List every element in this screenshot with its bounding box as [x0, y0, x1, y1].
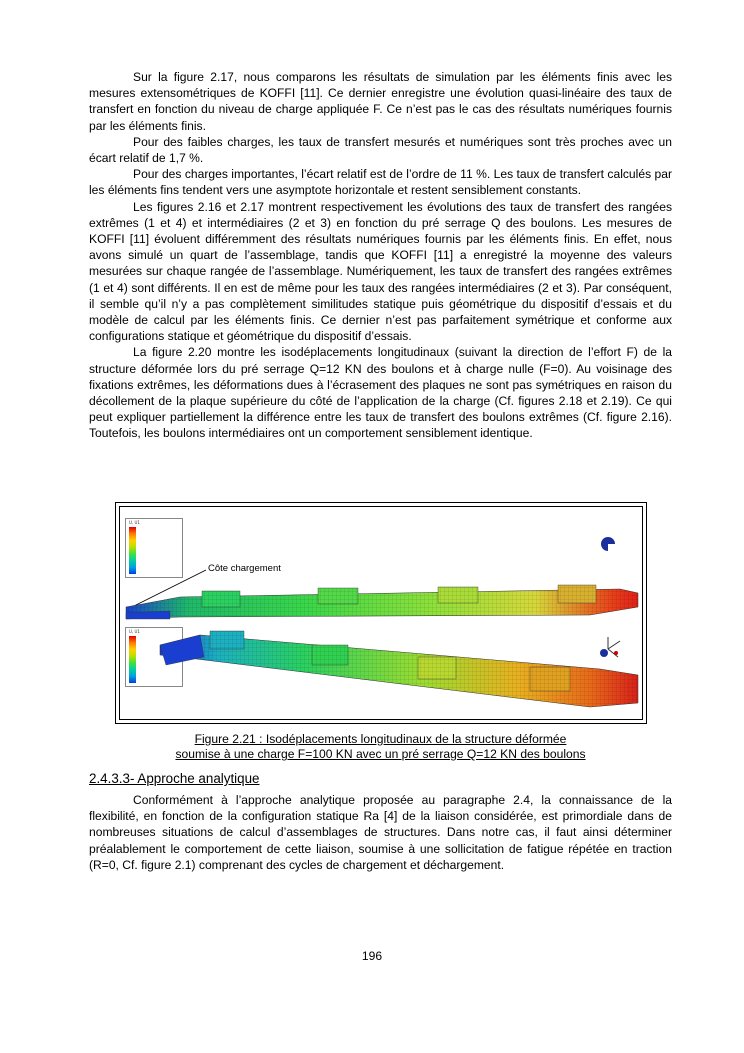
paragraph-3: Pour des charges importantes, l’écart relatif est de l’ordre de 11 %. Les taux de transfert calculés par les éléments fins tendent vers une asymptote horizontale et restent sensiblement constants. — [89, 167, 672, 198]
paragraph-2: Pour des faibles charges, les taux de transfert mesurés et numériques sont très proches avec un écart relatif de 1,7 %. — [89, 134, 672, 166]
paragraph-6: Conformément à l’approche analytique proposée au paragraphe 2.4, la connaissance de la flexibilité, en fonction de la configuration statique Ra [4] de la liaison considérée, est primordiale dans de nombreuses situations de calcul d’assemblages de structures. Dans notre cas, il faut ainsi déterminer préalablement le comportement de cette liaison, soumise à une sollicitation de fatigue répétée en traction (R=0, Cf. figure 2.1) comprenant des cycles de chargement et déchargement. — [89, 793, 672, 872]
loading-side-callout: Côte chargement — [208, 563, 281, 574]
figure-caption-line-1: Figure 2.21 : Isodéplacements longitudinaux de la structure déformée — [194, 732, 567, 746]
isodisplacement-plot — [120, 507, 643, 720]
figure-caption — [89, 732, 672, 762]
page-number: 196 — [361, 949, 383, 963]
paragraph-1: Sur la figure 2.17, nous comparons les résultats de simulation par les éléments finis avec les mesures extensométriques de KOFFI [11]. Ce dernier enregistre une évolution quasi-linéaire des taux de transfert en fonction du niveau de charge appliquée F. Ce n’est pas le cas des résultats numériques fournis par les éléments finis. — [89, 70, 672, 133]
legend-top-title: U, U1 — [129, 520, 140, 525]
figure-2-21 — [115, 502, 647, 724]
axis-triad-top — [601, 537, 616, 551]
section-heading: 2.4.3.3- Approche analytique — [89, 771, 260, 786]
body-text-top — [89, 69, 672, 442]
paragraph-4: Les figures 2.16 et 2.17 montrent respectivement les évolutions des taux de transfert des rangées extrêmes (1 et 4) et intermédiaires (2 et 3) en fonction du pré serrage Q des boulons. Les mesures de KOFFI [11] évoluent différemment des résultats numériques fournis par les éléments finis. En effet, nous avons simulé un quart de l’assemblage, tandis que KOFFI [11] a enregistré la moyenne des valeurs mesurées sur chaque rangée de l’assemblage. Numériquement, les taux de transfert des rangées extrêmes (1 et 4) sont différents. Il en est de même pour les taux des rangées intermédiaires (2 et 3). Par conséquent, il semble qu’il n’y a pas complètement similitudes statique puis géométrique du dispositif d’essais et du modèle de calcul par les éléments finis. Ce dernier n’est pas parfaitement symétrique et conforme aux configurations statique et géométrique du dispositif d’essais. — [89, 199, 672, 344]
top-model — [126, 585, 638, 619]
body-text-bottom — [89, 792, 672, 873]
figure-caption-line-2: soumise à une charge F=100 KN avec un pré serrage Q=12 KN des boulons — [175, 747, 586, 761]
paragraph-5: La figure 2.20 montre les isodéplacements longitudinaux (suivant la direction de l’effort F) de la structure déformée lors du pré serrage Q=12 KN des boulons et à charge nulle (F=0). Au voisinage des fixations extrêmes, les déformations dues à l’écrasement des plaques ne sont pas symétriques en raison du décollement de la plaque supérieure du côté de l’application de la charge (Cf. figures 2.18 et 2.19). Ce qui peut expliquer partiellement la différence entre les taux de transfert des boulons extrêmes (Cf. figure 2.16). Toutefois, les boulons intermédiaires ont un comportement sensiblement identique. — [89, 345, 672, 441]
figure-canvas — [119, 506, 643, 720]
bottom-model — [160, 631, 638, 707]
axis-triad-bottom — [600, 637, 620, 657]
legend-bottom-title: U, U1 — [129, 629, 140, 634]
